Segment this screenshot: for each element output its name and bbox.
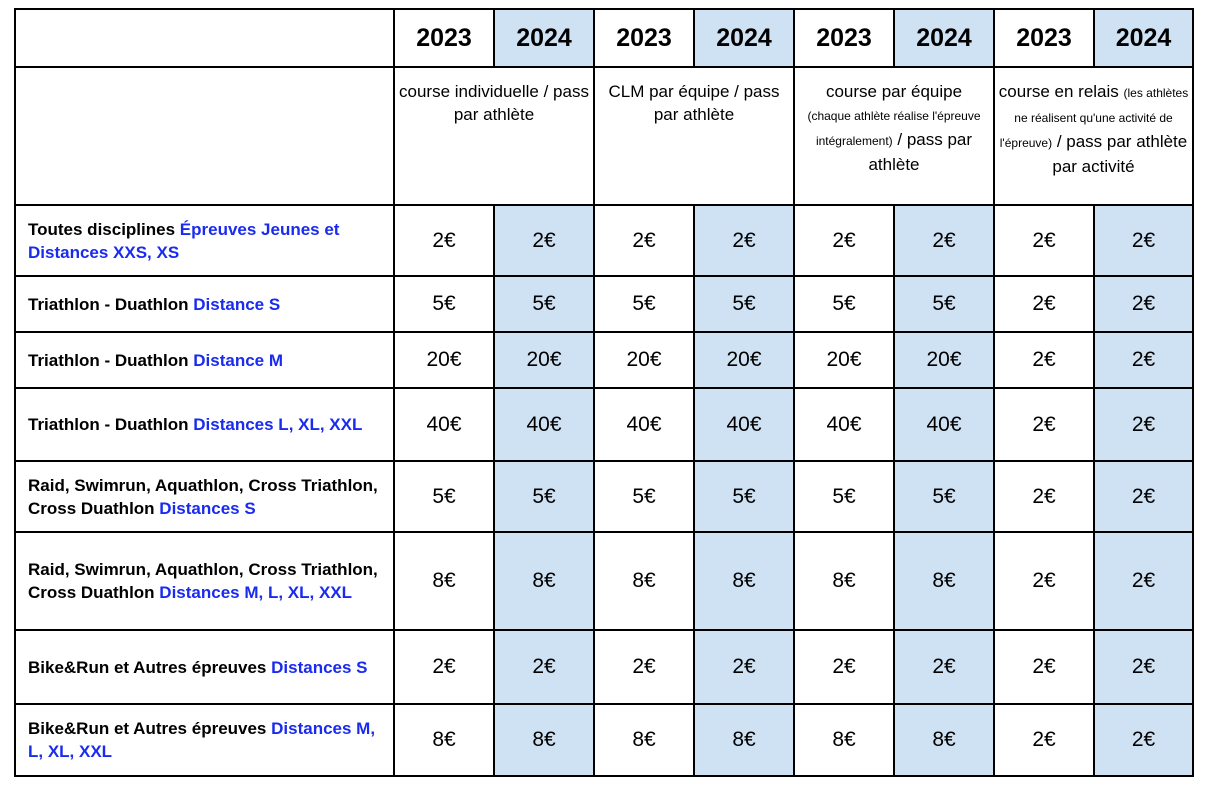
- race-type-header: [594, 67, 794, 205]
- year-header: 2023: [594, 9, 694, 67]
- price-cell: 5€: [894, 276, 994, 332]
- price-cell: 5€: [794, 276, 894, 332]
- corner-cell: [15, 67, 394, 205]
- price-cell: 20€: [494, 332, 594, 388]
- price-cell: 40€: [794, 388, 894, 461]
- price-cell: 2€: [994, 630, 1094, 704]
- price-cell: 2€: [894, 630, 994, 704]
- price-cell: 8€: [694, 532, 794, 630]
- price-cell: 2€: [994, 461, 1094, 532]
- distance-label: Distances M, L, XL, XXL: [159, 583, 353, 602]
- type-header-row: [15, 67, 1193, 205]
- price-cell: 2€: [1094, 532, 1193, 630]
- price-cell: 8€: [494, 532, 594, 630]
- price-cell: 20€: [894, 332, 994, 388]
- price-cell: 5€: [394, 276, 494, 332]
- discipline-label: Triathlon - Duathlon: [28, 294, 194, 314]
- discipline-label: Toutes disciplines: [28, 219, 180, 239]
- price-cell: 8€: [894, 532, 994, 630]
- price-cell: 2€: [1094, 332, 1193, 388]
- race-type-header: [794, 67, 994, 205]
- price-cell: 2€: [894, 205, 994, 276]
- row-label: [15, 388, 394, 461]
- table-row: [15, 388, 1193, 461]
- price-cell: 2€: [994, 332, 1094, 388]
- discipline-label: Triathlon - Duathlon: [28, 350, 194, 370]
- row-label: [15, 461, 394, 532]
- row-label: [15, 532, 394, 630]
- year-header: 2023: [794, 9, 894, 67]
- price-cell: 2€: [394, 205, 494, 276]
- distance-label: Distances L, XL, XXL: [193, 415, 363, 434]
- price-cell: 2€: [1094, 388, 1193, 461]
- price-cell: 5€: [594, 276, 694, 332]
- price-cell: 2€: [394, 630, 494, 704]
- distance-label: Épreuves Jeunes et Distances XXS, XS: [28, 219, 340, 262]
- race-type-note: (chaque athlète réalise l'épreuve intégralement): [807, 109, 981, 148]
- distance-label: Distances M, L, XL, XXL: [28, 719, 376, 761]
- price-cell: 8€: [794, 532, 894, 630]
- price-cell: 20€: [594, 332, 694, 388]
- price-cell: 2€: [994, 532, 1094, 630]
- year-header: 2023: [994, 9, 1094, 67]
- race-type-label: course par équipe: [825, 82, 963, 101]
- discipline-label: Bike&Run et Autres épreuves: [28, 719, 272, 738]
- price-cell: 20€: [694, 332, 794, 388]
- price-cell: 8€: [794, 704, 894, 776]
- year-header: 2024: [694, 9, 794, 67]
- race-type-tail: / pass par athlète: [868, 130, 973, 174]
- price-cell: 2€: [1094, 205, 1193, 276]
- price-cell: 2€: [994, 704, 1094, 776]
- table-row: [15, 332, 1193, 388]
- price-cell: 2€: [694, 205, 794, 276]
- price-cell: 8€: [594, 532, 694, 630]
- price-cell: 2€: [994, 388, 1094, 461]
- distance-label: Distance S: [193, 294, 281, 314]
- table-row: [15, 276, 1193, 332]
- price-cell: 5€: [694, 461, 794, 532]
- race-type-label: course en relais: [998, 82, 1124, 101]
- price-cell: 20€: [394, 332, 494, 388]
- corner-cell: [15, 9, 394, 67]
- price-cell: 2€: [794, 205, 894, 276]
- price-cell: 8€: [594, 704, 694, 776]
- price-cell: 2€: [1094, 630, 1193, 704]
- price-cell: 2€: [594, 630, 694, 704]
- year-header: 2024: [1094, 9, 1193, 67]
- price-cell: 8€: [394, 532, 494, 630]
- price-cell: 40€: [694, 388, 794, 461]
- price-cell: 5€: [494, 276, 594, 332]
- pricing-table: [14, 8, 1194, 777]
- row-label: [15, 276, 394, 332]
- race-type-note: (les athlètes ne réalisent qu'une activité de l'épreuve): [999, 86, 1189, 150]
- discipline-label: Triathlon - Duathlon: [28, 415, 194, 434]
- price-cell: 2€: [1094, 461, 1193, 532]
- price-cell: 5€: [594, 461, 694, 532]
- price-cell: 2€: [494, 205, 594, 276]
- price-cell: 40€: [394, 388, 494, 461]
- year-header-row: [15, 9, 1193, 67]
- price-cell: 8€: [894, 704, 994, 776]
- price-cell: 5€: [894, 461, 994, 532]
- distance-label: Distance M: [193, 350, 284, 370]
- price-cell: 2€: [994, 205, 1094, 276]
- price-cell: 2€: [494, 630, 594, 704]
- year-header: 2024: [894, 9, 994, 67]
- row-label: [15, 704, 394, 776]
- table-row: [15, 532, 1193, 630]
- year-header: 2024: [494, 9, 594, 67]
- price-cell: 2€: [594, 205, 694, 276]
- price-cell: 5€: [694, 276, 794, 332]
- race-type-label: course individuelle / pass par athlète: [399, 82, 589, 124]
- price-cell: 20€: [794, 332, 894, 388]
- race-type-tail: / pass par athlète par activité: [1052, 132, 1188, 176]
- discipline-label: Bike&Run et Autres épreuves: [28, 657, 272, 677]
- price-cell: 2€: [694, 630, 794, 704]
- price-cell: 40€: [894, 388, 994, 461]
- price-cell: 40€: [594, 388, 694, 461]
- row-label: [15, 332, 394, 388]
- price-cell: 5€: [794, 461, 894, 532]
- price-cell: 8€: [494, 704, 594, 776]
- price-rows: [15, 205, 1193, 776]
- price-cell: 2€: [1094, 276, 1193, 332]
- price-cell: 8€: [694, 704, 794, 776]
- price-cell: 5€: [494, 461, 594, 532]
- race-type-header: [994, 67, 1193, 205]
- race-type-header: [394, 67, 594, 205]
- price-cell: 5€: [394, 461, 494, 532]
- distance-label: Distances S: [271, 657, 368, 677]
- year-header: 2023: [394, 9, 494, 67]
- price-cell: 8€: [394, 704, 494, 776]
- table-row: [15, 461, 1193, 532]
- table-row: [15, 704, 1193, 776]
- table-row: [15, 630, 1193, 704]
- race-type-label: CLM par équipe / pass par athlète: [608, 82, 780, 124]
- row-label: [15, 205, 394, 276]
- price-cell: 2€: [1094, 704, 1193, 776]
- table-row: [15, 205, 1193, 276]
- price-cell: 40€: [494, 388, 594, 461]
- row-label: [15, 630, 394, 704]
- price-cell: 2€: [794, 630, 894, 704]
- price-cell: 2€: [994, 276, 1094, 332]
- discipline-label: Raid, Swimrun, Aquathlon, Cross Triathlon, Cross Duathlon: [28, 475, 378, 518]
- distance-label: Distances S: [159, 498, 256, 518]
- discipline-label: Raid, Swimrun, Aquathlon, Cross Triathlon, Cross Duathlon: [28, 560, 378, 602]
